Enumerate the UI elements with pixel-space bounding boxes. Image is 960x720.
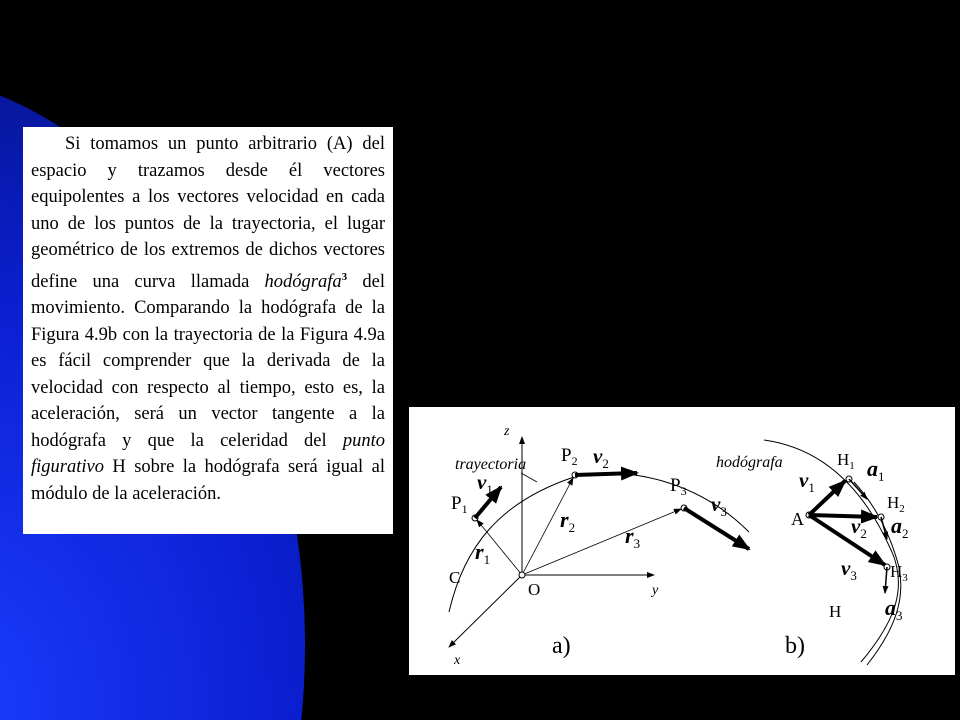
P3-label [670, 475, 687, 498]
v3-label [711, 492, 727, 519]
a3-letter: a [885, 595, 896, 620]
P3-subscript: 3 [680, 484, 687, 498]
footnote-marker: 3 [341, 270, 348, 283]
a2-letter: a [891, 513, 902, 538]
accel-a1-arrow [849, 479, 867, 499]
hodo-v3-label [841, 556, 857, 583]
r3-subscript: 3 [633, 536, 641, 551]
axis-x-label: x [454, 653, 461, 668]
P2-label [561, 445, 578, 468]
P2-subscript: 2 [571, 454, 578, 468]
v1-subscript: 1 [486, 482, 493, 497]
term-punto-figurativo: punto figurativo [31, 430, 385, 478]
hodo-v1-subscript: 1 [808, 480, 815, 495]
H1-label [837, 450, 855, 472]
H3-letter: H [890, 562, 903, 581]
text-panel [23, 127, 393, 534]
P3-letter: P [670, 475, 681, 496]
r1-subscript: 1 [483, 552, 491, 567]
H3-label [890, 562, 908, 584]
velocity-v2-arrow [575, 473, 637, 475]
trajectory-leader-line [521, 473, 537, 482]
point-A-label: A [791, 509, 804, 529]
curve-H-label: H [829, 602, 842, 621]
r2-subscript: 2 [568, 520, 576, 535]
hodo-v1-label [799, 468, 815, 495]
explanation-paragraph [31, 131, 385, 507]
P1-label [451, 493, 468, 516]
paragraph-part-1: Si tomamos un punto arbitrario (A) del espacio y trazamos desde él vectores equipolentes a los vectores velocidad en cada uno de los puntos de la trayectoria, el lugar geométrico de los extremos de dichos vectores define una curva llamada [31, 134, 385, 292]
r1-label [475, 539, 490, 567]
trajectory-label: trayectoria [455, 456, 527, 473]
r3-letter: r [625, 523, 634, 548]
v1-letter: v [477, 470, 487, 494]
paragraph-part-2: del movimiento. Comparando la hodógrafa de la Figura 4.9b con la trayectoria de la Figura 4.9a es fácil comprender que la derivada de la velocidad con respecto al tiempo, esto es, la aceleración, será un vector tangente a la hodógrafa y que la celeridad del [31, 271, 385, 451]
v2-subscript: 2 [602, 456, 609, 471]
paragraph-part-3: H sobre la hodógrafa será igual al módulo de la aceleración. [31, 457, 385, 504]
accel-a1-label [867, 456, 885, 484]
v1-label [477, 470, 493, 497]
hodo-v2-arrow [809, 515, 877, 517]
hodo-v2-letter: v [851, 514, 861, 538]
origin-point [519, 572, 525, 578]
accel-a3-arrow [885, 567, 887, 593]
vector-r3 [522, 509, 681, 575]
P1-letter: P [451, 493, 462, 514]
H3-subscript: 3 [902, 572, 908, 584]
origin-label: O [528, 580, 541, 599]
term-hodografa: hodógrafa [264, 271, 342, 292]
H2-letter: H [887, 493, 900, 512]
hodo-v2-subscript: 2 [860, 526, 867, 541]
r2-label [560, 507, 575, 535]
hodo-v3-letter: v [841, 556, 851, 580]
figure-b [716, 440, 909, 665]
v3-subscript: 3 [720, 504, 727, 519]
H2-subscript: 2 [899, 503, 905, 515]
v2-label [593, 444, 609, 471]
a3-subscript: 3 [896, 608, 903, 623]
figure-panel [409, 407, 955, 675]
axis-y-label: y [652, 583, 659, 598]
hodo-v3-subscript: 3 [850, 568, 857, 583]
accel-a2-label [891, 513, 909, 541]
a1-letter: a [867, 456, 878, 481]
r2-letter: r [560, 507, 569, 532]
hodo-v1-letter: v [799, 468, 809, 492]
caption-a: a) [552, 633, 571, 659]
P2-letter: P [561, 445, 572, 466]
figure-4-9-svg [409, 407, 955, 675]
v2-letter: v [593, 444, 603, 468]
axis-z-label: z [504, 424, 510, 439]
hodograph-label: hodógrafa [716, 454, 783, 471]
a2-subscript: 2 [902, 526, 909, 541]
curve-C-label: C [449, 568, 461, 587]
H2-label [887, 493, 905, 515]
v3-letter: v [711, 492, 721, 516]
r1-letter: r [475, 539, 484, 564]
figure-a [449, 424, 749, 668]
H1-subscript: 1 [849, 460, 855, 472]
H1-letter: H [837, 450, 850, 469]
caption-b: b) [785, 633, 805, 659]
P1-subscript: 1 [461, 502, 468, 516]
a1-subscript: 1 [878, 469, 885, 484]
